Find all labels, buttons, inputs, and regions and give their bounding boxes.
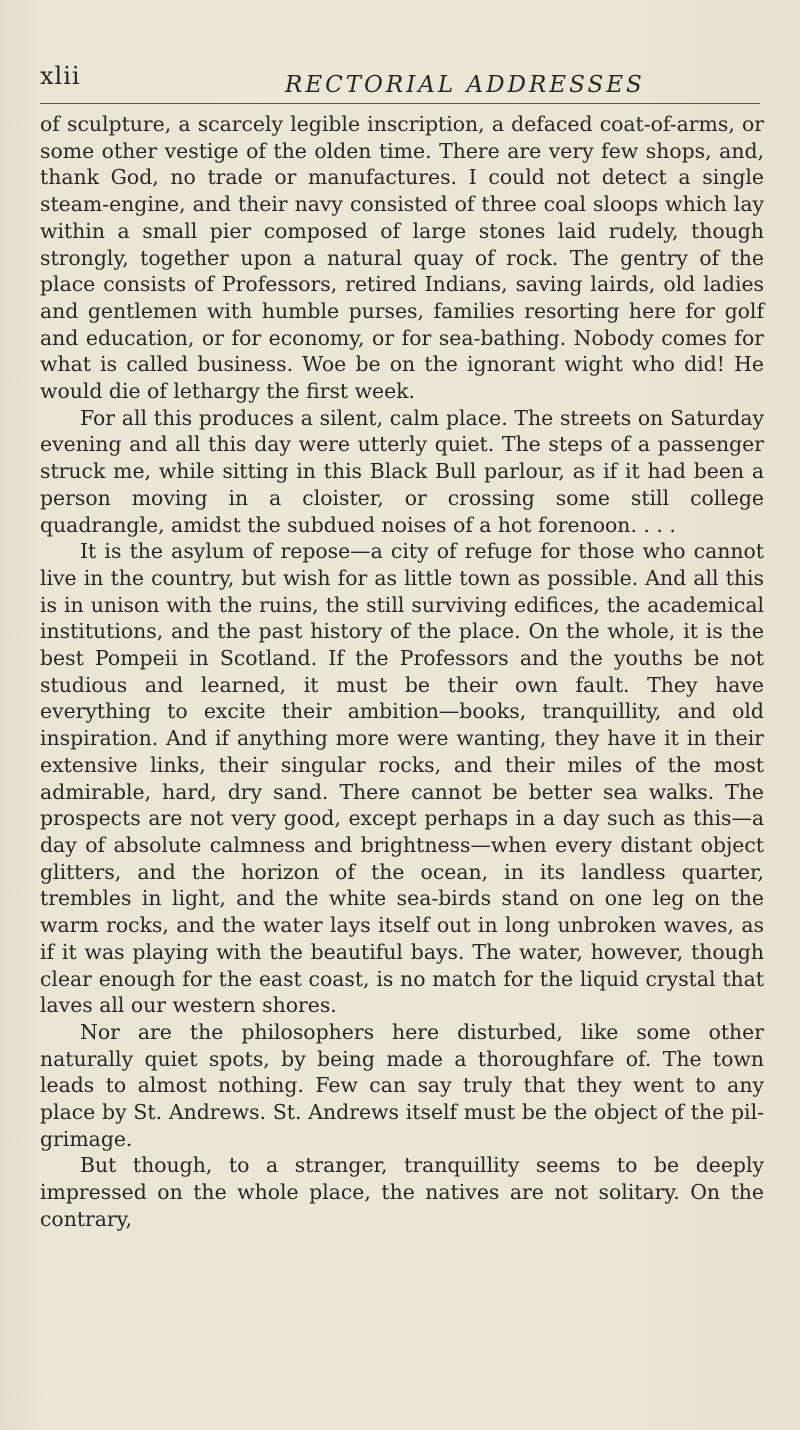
running-title: RECTORIAL ADDRESSES xyxy=(285,72,645,98)
paragraph-4: Nor are the philosophers here disturbed, like some other naturally quiet spots, by being made a thoroughfare of. The town leads to almost nothing. Few can say truly that they went to any place by St. Andrews. St. Andrews itself must be the object of the pil-grimage. xyxy=(40,1019,764,1151)
paragraph-1: of sculpture, a scarcely legible inscription, a defaced coat-of-arms, or some other vestige of the olden time. There are very few shops, and, thank God, no trade or manufactures. I could not detect a single steam-engine, and their navy consisted of three coal sloops which lay within a small pier composed of large stones laid rudely, though strongly, together upon a natural quay of rock. The gentry of the place consists of Professors, retired Indians, saving lairds, old ladies and gentlemen with humble purses, families resorting here for golf and education, or for economy, or for sea-bathing. Nobody comes for what is called business. Woe be on the ignorant wight who did! He would die of lethargy the first week. xyxy=(40,112,764,404)
page-number: xlii xyxy=(40,62,81,90)
body-text xyxy=(40,111,764,1233)
header-rule xyxy=(40,103,760,104)
paragraph-5: But though, to a stranger, tranquillity seems to be deeply impressed on the whole place, the natives are not solitary. On the contrary, xyxy=(40,1153,764,1231)
running-head xyxy=(40,62,760,102)
paragraph-3: It is the asylum of repose—a city of refuge for those who cannot live in the country, but wish for as little town as possible. And all this is in unison with the ruins, the still surviving edifices, the academical institutions, and the past history of the place. On the whole, it is the best Pompeii in Scotland. If the Professors and the youths be not studious and learned, it must be their own fault. They have everything to excite their ambition—books, tranquillity, and old inspiration. And if anything more were wanting, they have it in their extensive links, their singular rocks, and their miles of the most admirable, hard, dry sand. There cannot be better sea walks. The prospects are not very good, except perhaps in a day such as this—a day of absolute calmness and brightness—when every distant object glitters, and the horizon of the ocean, in its landless quarter, trembles in light, and the white sea-birds stand on one leg on the warm rocks, and the water lays itself out in long unbroken waves, as if it was playing with the beautiful bays. The water, however, though clear enough for the east coast, is no match for the liquid crystal that laves all our western shores. xyxy=(40,539,764,1018)
paragraph-2: For all this produces a silent, calm place. The streets on Saturday evening and all this day were utterly quiet. The steps of a passenger struck me, while sitting in this Black Bull parlour, as if it had been a person moving in a cloister, or crossing some still college quadrangle, amidst the subdued noises of a hot forenoon. . . . xyxy=(40,405,764,537)
